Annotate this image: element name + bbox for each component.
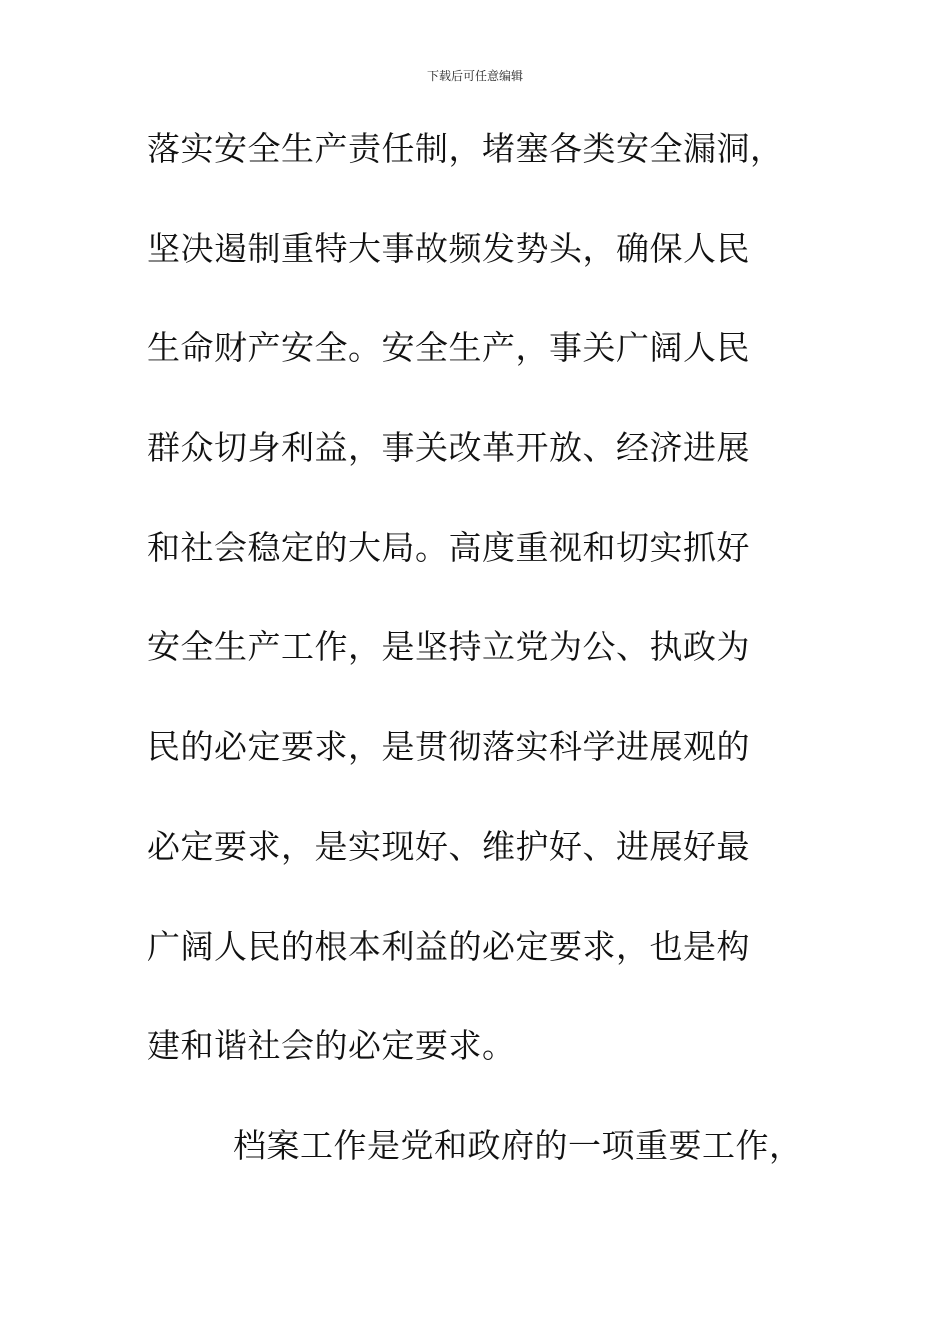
paragraph-line: 民的必定要求，是贯彻落实科学进展观的	[147, 727, 750, 767]
paragraph-line: 和社会稳定的大局。高度重视和切实抓好	[147, 527, 750, 567]
paragraph-line: 必定要求，是实现好、维护好、进展好最	[147, 826, 750, 866]
paragraph-line: 群众切身利益，事关改革开放、经济进展	[147, 428, 750, 468]
paragraph-line: 建和谐社会的必定要求。	[147, 1026, 516, 1066]
body-text	[147, 124, 847, 1221]
paragraph-line: 坚决遏制重特大事故频发势头，确保人民	[147, 228, 750, 268]
paragraph-line: 生命财产安全。安全生产，事关广阔人民	[147, 328, 750, 368]
paragraph-line: 广阔人民的根本利益的必定要求，也是构	[147, 926, 750, 966]
page-header: 下载后可任意编辑	[426, 69, 523, 83]
paragraph-line: 安全生产工作，是坚持立党为公、执政为	[147, 627, 750, 667]
paragraph-line: 落实安全生产责任制，堵塞各类安全漏洞，	[147, 129, 784, 168]
paragraph-line: 档案工作是党和政府的一项重要工作，	[233, 1125, 803, 1165]
